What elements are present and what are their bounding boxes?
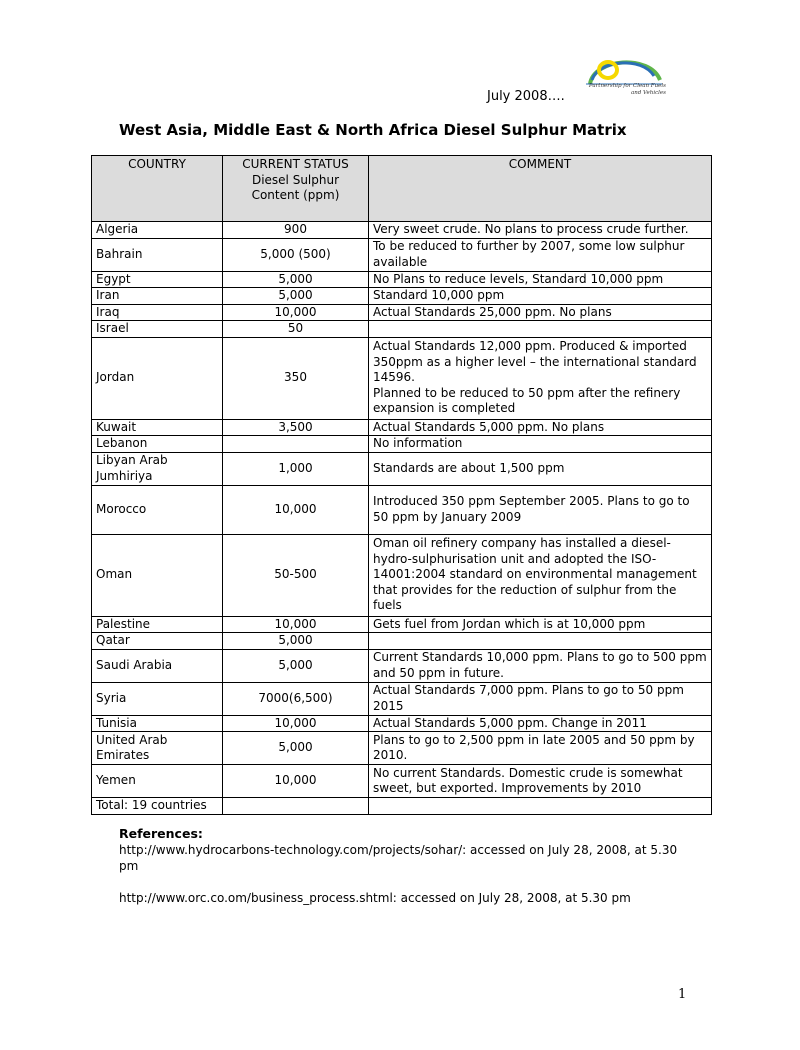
- table-row: [92, 633, 712, 650]
- cell-country: United Arab Emirates: [92, 732, 223, 765]
- cell-comment: Actual Standards 12,000 ppm. Produced & imported 350ppm as a higher level – the international standard 14596. Planned to be reduced to 50 ppm after the refinery expansion is completed: [369, 337, 712, 419]
- cell-comment: Actual Standards 7,000 ppm. Plans to go to 50 ppm 2015: [369, 682, 712, 715]
- table-row: [92, 288, 712, 305]
- cell-comment: Standards are about 1,500 ppm: [369, 452, 712, 485]
- table-row: [92, 452, 712, 485]
- cell-country: Oman: [92, 534, 223, 616]
- cell-status: [223, 798, 369, 815]
- cell-status: 5,000: [223, 288, 369, 305]
- header-country: COUNTRY: [92, 156, 223, 222]
- cell-comment: To be reduced to further by 2007, some low sulphur available: [369, 238, 712, 271]
- cell-status: 50: [223, 321, 369, 338]
- table-row: [92, 616, 712, 633]
- cell-comment: No current Standards. Domestic crude is somewhat sweet, but exported. Improvements by 2010: [369, 765, 712, 798]
- references-section: [119, 826, 679, 906]
- cell-status: 50-500: [223, 534, 369, 616]
- table-row: [92, 321, 712, 338]
- reference-item: http://www.orc.co.om/business_process.shtml: accessed on July 28, 2008, at 5.30 pm: [119, 891, 631, 905]
- table-row: [92, 715, 712, 732]
- cell-status: 1,000: [223, 452, 369, 485]
- cell-comment: [369, 321, 712, 338]
- table-row: [92, 238, 712, 271]
- cell-country: Bahrain: [92, 238, 223, 271]
- cell-comment: Plans to go to 2,500 ppm in late 2005 and 50 ppm by 2010.: [369, 732, 712, 765]
- table-row: [92, 798, 712, 815]
- header-comment: COMMENT: [369, 156, 712, 222]
- cell-country: Qatar: [92, 633, 223, 650]
- table-row: [92, 304, 712, 321]
- header-status: [223, 156, 369, 222]
- table-body: [92, 222, 712, 815]
- table-row: [92, 485, 712, 534]
- page-number: 1: [678, 987, 687, 1002]
- cell-status: 3,500: [223, 419, 369, 436]
- table-row: [92, 682, 712, 715]
- table-header-row: [92, 156, 712, 222]
- cell-country: Jordan: [92, 337, 223, 419]
- cell-country: Kuwait: [92, 419, 223, 436]
- header-status-text: CURRENT STATUS Diesel Sulphur Content (ppm): [242, 157, 349, 202]
- cell-country: Algeria: [92, 222, 223, 239]
- table-row: [92, 419, 712, 436]
- cell-comment: Actual Standards 5,000 ppm. Change in 2011: [369, 715, 712, 732]
- cell-country: Palestine: [92, 616, 223, 633]
- cell-comment: Very sweet crude. No plans to process crude further.: [369, 222, 712, 239]
- table-row: [92, 765, 712, 798]
- cell-comment: No information: [369, 436, 712, 453]
- cell-status: 10,000: [223, 715, 369, 732]
- cell-status: 5,000: [223, 271, 369, 288]
- table-row: [92, 436, 712, 453]
- cell-country: Iran: [92, 288, 223, 305]
- cell-country: Egypt: [92, 271, 223, 288]
- table-row: [92, 534, 712, 616]
- cell-status: [223, 436, 369, 453]
- cell-comment: Introduced 350 ppm September 2005. Plans to go to 50 ppm by January 2009: [369, 485, 712, 534]
- cell-country: Libyan Arab Jumhiriya: [92, 452, 223, 485]
- cell-status: 5,000 (500): [223, 238, 369, 271]
- sulphur-matrix-table: [91, 155, 712, 815]
- cell-status: 5,000: [223, 732, 369, 765]
- cell-comment: [369, 798, 712, 815]
- cell-country: Iraq: [92, 304, 223, 321]
- cell-status: 10,000: [223, 616, 369, 633]
- cell-comment: No Plans to reduce levels, Standard 10,000 ppm: [369, 271, 712, 288]
- cell-country: Israel: [92, 321, 223, 338]
- cell-country: Tunisia: [92, 715, 223, 732]
- table-row: [92, 222, 712, 239]
- cell-status: 5,000: [223, 633, 369, 650]
- references-title: References:: [119, 826, 203, 841]
- cell-country: Saudi Arabia: [92, 649, 223, 682]
- cell-status: 10,000: [223, 304, 369, 321]
- cell-comment: [369, 633, 712, 650]
- cell-comment: Actual Standards 25,000 ppm. No plans: [369, 304, 712, 321]
- table-row: [92, 337, 712, 419]
- cell-status: 900: [223, 222, 369, 239]
- reference-item: http://www.hydrocarbons-technology.com/projects/sohar/: accessed on July 28, 2008, at 5.30 pm: [119, 843, 678, 873]
- logo-caption: Partnership for Clean Fuels and Vehicles: [588, 83, 666, 96]
- cell-status: 5,000: [223, 649, 369, 682]
- document-date: July 2008….: [487, 89, 565, 104]
- table-row: [92, 271, 712, 288]
- cell-comment: Oman oil refinery company has installed a diesel-hydro-sulphurisation unit and adopted the ISO-14001:2004 standard on environmental management that provides for the reduction of sulphur from the fuels: [369, 534, 712, 616]
- cell-status: 10,000: [223, 765, 369, 798]
- table-row: [92, 649, 712, 682]
- cell-comment: Current Standards 10,000 ppm. Plans to go to 500 ppm and 50 ppm in future.: [369, 649, 712, 682]
- cell-country: Lebanon: [92, 436, 223, 453]
- table-row: [92, 732, 712, 765]
- cell-status: 10,000: [223, 485, 369, 534]
- cell-country: Yemen: [92, 765, 223, 798]
- cell-status: 7000(6,500): [223, 682, 369, 715]
- cell-status: 350: [223, 337, 369, 419]
- cell-comment: Standard 10,000 ppm: [369, 288, 712, 305]
- cell-comment: Gets fuel from Jordan which is at 10,000 ppm: [369, 616, 712, 633]
- cell-country: Morocco: [92, 485, 223, 534]
- cell-country: Syria: [92, 682, 223, 715]
- cell-country: Total: 19 countries: [92, 798, 223, 815]
- cell-comment: Actual Standards 5,000 ppm. No plans: [369, 419, 712, 436]
- document-title: West Asia, Middle East & North Africa Diesel Sulphur Matrix: [119, 121, 627, 139]
